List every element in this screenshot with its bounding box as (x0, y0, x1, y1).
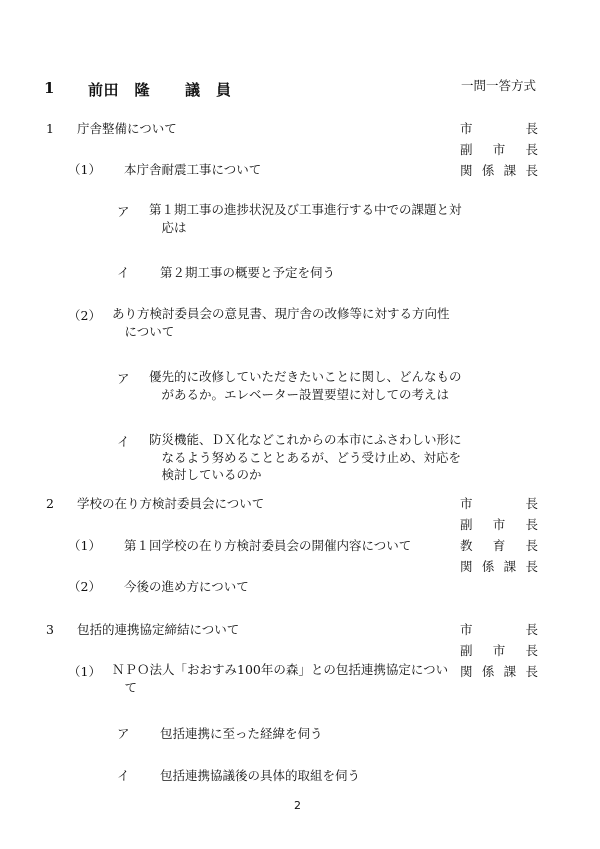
q3-sub1-item2-text: 包括連携協議後の具体的取組を伺う (160, 768, 361, 783)
q2-sub1-number: （1） (68, 538, 101, 553)
question-2-responders (460, 498, 538, 574)
q1-sub1-item2-text: 第２期工事の概要と予定を伺う (160, 265, 336, 280)
page-number: 2 (294, 799, 301, 812)
responder: 関係課長 (460, 163, 538, 178)
q2-sub2-title: 今後の進め方について (124, 579, 249, 594)
question-3-number: 3 (46, 622, 54, 637)
responder: 市長 (460, 121, 538, 136)
speaker-name: 前田 隆 (88, 81, 151, 99)
q1-sub2-item2-text: 防災機能、ＤＸ化などこれからの本市にふさわしい形になるよう努めることとあるが、どう受け止め、対応を検討しているのか (149, 432, 462, 482)
q1-sub1-item1-text: 第１期工事の進捗状況及び工事進行する中での課題と対応は (149, 202, 462, 235)
question-3-responders (460, 624, 538, 679)
q1-sub1-title: 本庁舎耐震工事について (124, 162, 262, 177)
q1-sub1-item1-mark: ア (117, 204, 130, 219)
question-1-number: 1 (46, 121, 54, 136)
responder: 市長 (460, 496, 538, 511)
q3-sub1-item2-mark: イ (117, 768, 130, 783)
responder: 副市長 (460, 643, 538, 658)
responder: 関係課長 (460, 559, 538, 574)
speaker-role: 議 員 (185, 81, 232, 99)
question-1-responders (460, 123, 538, 178)
q2-sub2-number: （2） (68, 579, 101, 594)
q1-sub2-item2-mark: イ (117, 434, 130, 449)
responder: 副市長 (460, 142, 538, 157)
q3-sub1-number: （1） (68, 664, 101, 679)
q2-sub1-title: 第１回学校の在り方検討委員会の開催内容について (124, 538, 412, 553)
q1-sub2-item1-mark: ア (117, 371, 130, 386)
speaker-number: 1 (44, 79, 55, 97)
responder: 教育長 (460, 538, 538, 553)
responder: 関係課長 (460, 664, 538, 679)
answer-format: 一問一答方式 (461, 78, 537, 93)
q1-sub1-number: （1） (68, 162, 101, 177)
question-3-title: 包括的連携協定締結について (77, 622, 240, 637)
responder: 市長 (460, 622, 538, 637)
q3-sub1-item1-mark: ア (117, 726, 130, 741)
q1-sub2-number: （2） (68, 308, 101, 323)
q3-sub1-title: ＮＰＯ法人「おおすみ100年の森」との包括連携協定について (112, 662, 449, 695)
q3-sub1-item1-text: 包括連携に至った経緯を伺う (160, 726, 323, 741)
q1-sub1-item2-mark: イ (117, 265, 130, 280)
responder: 副市長 (460, 517, 538, 532)
question-2-number: 2 (46, 496, 54, 511)
q1-sub2-title: あり方検討委員会の意見書、現庁舎の改修等に対する方向性について (112, 306, 450, 339)
question-1-title: 庁舎整備について (77, 121, 177, 136)
q1-sub2-item1-text: 優先的に改修していただきたいことに関し、どんなものがあるか。エレベーター設置要望に対しての考えは (149, 369, 462, 402)
question-2-title: 学校の在り方検討委員会について (77, 496, 265, 511)
